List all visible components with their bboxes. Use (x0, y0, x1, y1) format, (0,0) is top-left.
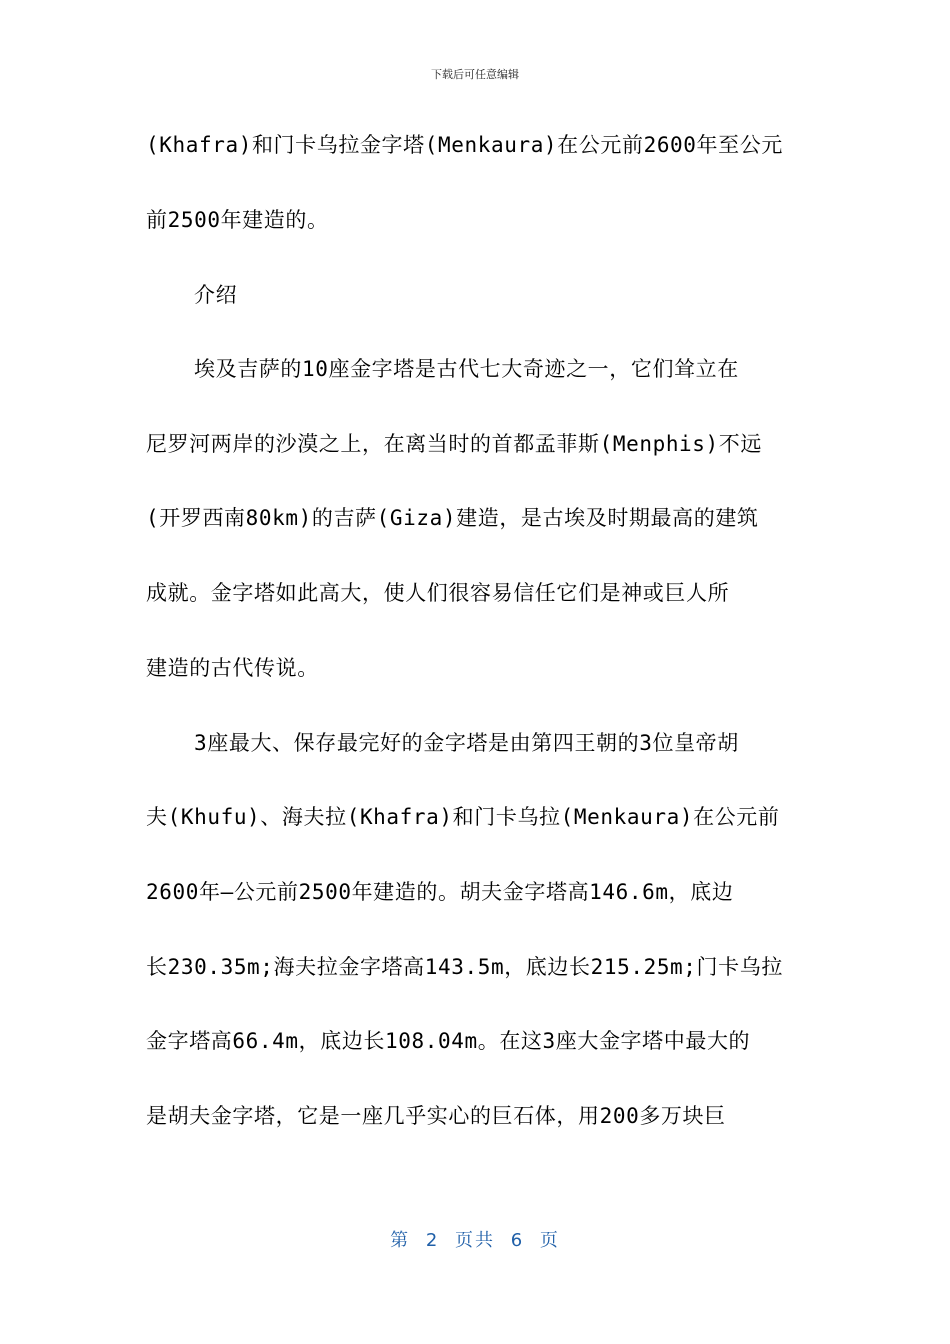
section-heading: 介绍 (194, 283, 238, 307)
text-line: 建造的古代传说。 (146, 656, 319, 680)
text-line: 成就。金字塔如此高大，使人们很容易信任它们是神或巨人所 (146, 581, 730, 605)
page-number: 第 2 页共 6 页 (390, 1230, 560, 1251)
text-line: 前2500年建造的。 (146, 208, 329, 232)
text-line: 2600年—公元前2500年建造的。胡夫金字塔高146.6m，底边 (146, 880, 734, 904)
text-line: 埃及吉萨的10座金字塔是古代七大奇迹之一，它们耸立在 (194, 357, 739, 381)
text-line: (开罗西南80km)的吉萨(Giza)建造，是古埃及时期最高的建筑 (146, 506, 759, 530)
text-line: 夫(Khufu)、海夫拉(Khafra)和门卡乌拉(Menkaura)在公元前 (146, 805, 780, 829)
text-line: 3座最大、保存最完好的金字塔是由第四王朝的3位皇帝胡 (194, 731, 739, 755)
page-header-note: 下载后可任意编辑 (431, 68, 519, 81)
text-line: 长230.35m;海夫拉金字塔高143.5m，底边长215.25m;门卡乌拉 (146, 955, 783, 979)
text-line: 尼罗河两岸的沙漠之上，在离当时的首都孟菲斯(Menphis)不远 (146, 432, 762, 456)
text-line: (Khafra)和门卡乌拉金字塔(Menkaura)在公元前2600年至公元 (146, 133, 783, 157)
text-line: 金字塔高66.4m，底边长108.04m。在这3座大金字塔中最大的 (146, 1029, 751, 1053)
text-line: 是胡夫金字塔，它是一座几乎实心的巨石体，用200多万块巨 (146, 1104, 726, 1128)
